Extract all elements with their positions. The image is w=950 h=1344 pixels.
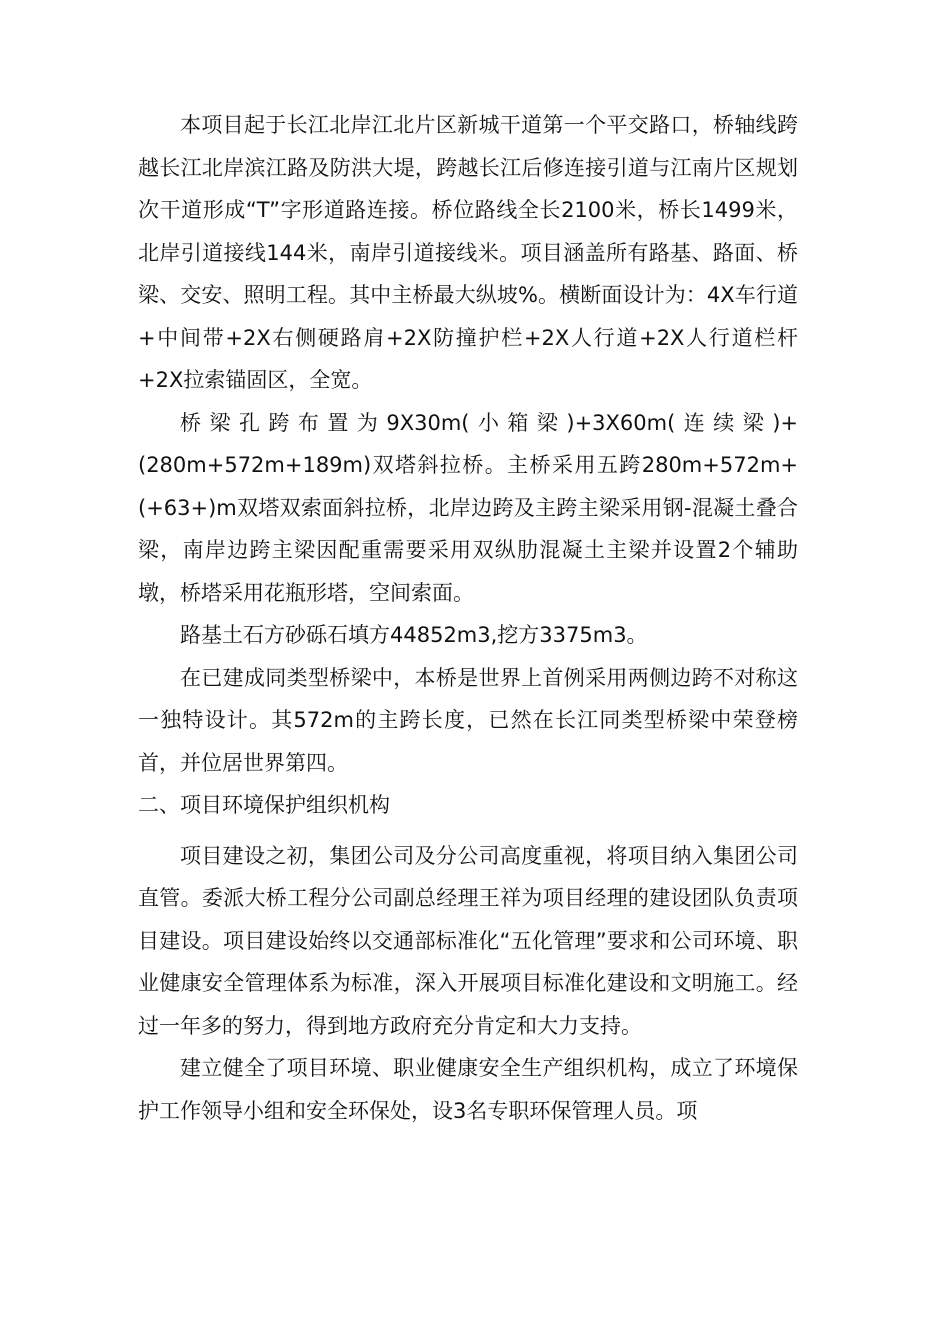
paragraph-project-overview: 本项目起于长江北岸江北片区新城干道第一个平交路口，桥轴线跨越长江北岸滨江路及防洪大堤，跨越长江后修连接引道与江南片区规划次干道形成“T”字形道路连接。桥位路线全长2100米，桥长1499米，北岸引道接线144米，南岸引道接线米。项目涵盖所有路基、路面、桥梁、交安、照明工程。其中主桥最大纵坡%。横断面设计为：4X车行道+中间带+2X右侧硬路肩+2X防撞护栏+2X人行道+2X人行道栏杆+2X拉索锚固区，全宽。 bbox=[138, 113, 798, 392]
paragraph-organization: 建立健全了项目环境、职业健康安全生产组织机构，成立了环境保护工作领导小组和安全环保处，设3名专职环保管理人员。项 bbox=[138, 1056, 798, 1123]
paragraph-span-layout: 桥梁孔跨布置为9X30m(小箱梁)+3X60m(连续梁)+(280m+572m+189m)双塔斜拉桥。主桥采用五跨280m+572m+(+63+)m双塔双索面斜拉桥，北岸边跨及主跨主梁采用钢-混凝土叠合梁，南岸边跨主梁因配重需要采用双纵肋混凝土主梁并设置2个辅助墩，桥塔采用花瓶形塔，空间索面。 bbox=[138, 410, 798, 605]
paragraph-project-management: 项目建设之初，集团公司及分公司高度重视，将项目纳入集团公司直管。委派大桥工程分公司副总经理王祥为项目经理的建设团队负责项目建设。项目建设始终以交通部标准化“五化管理”要求和公司环境、职业健康安全管理体系为标准，深入开展项目标准化建设和文明施工。经过一年多的努力，得到地方政府充分肯定和大力支持。 bbox=[138, 843, 798, 1038]
paragraph-unique-design: 在已建成同类型桥梁中，本桥是世界上首例采用两侧边跨不对称这一独特设计。其572m的主跨长度，已然在长江同类型桥梁中荣登榜首，并位居世界第四。 bbox=[138, 665, 798, 775]
document-page bbox=[138, 104, 798, 1132]
section-heading: 二、项目环境保护组织机构 bbox=[138, 793, 390, 817]
paragraph-earthwork: 路基土石方砂砾石填方44852m3,挖方3375m3。 bbox=[180, 623, 648, 647]
